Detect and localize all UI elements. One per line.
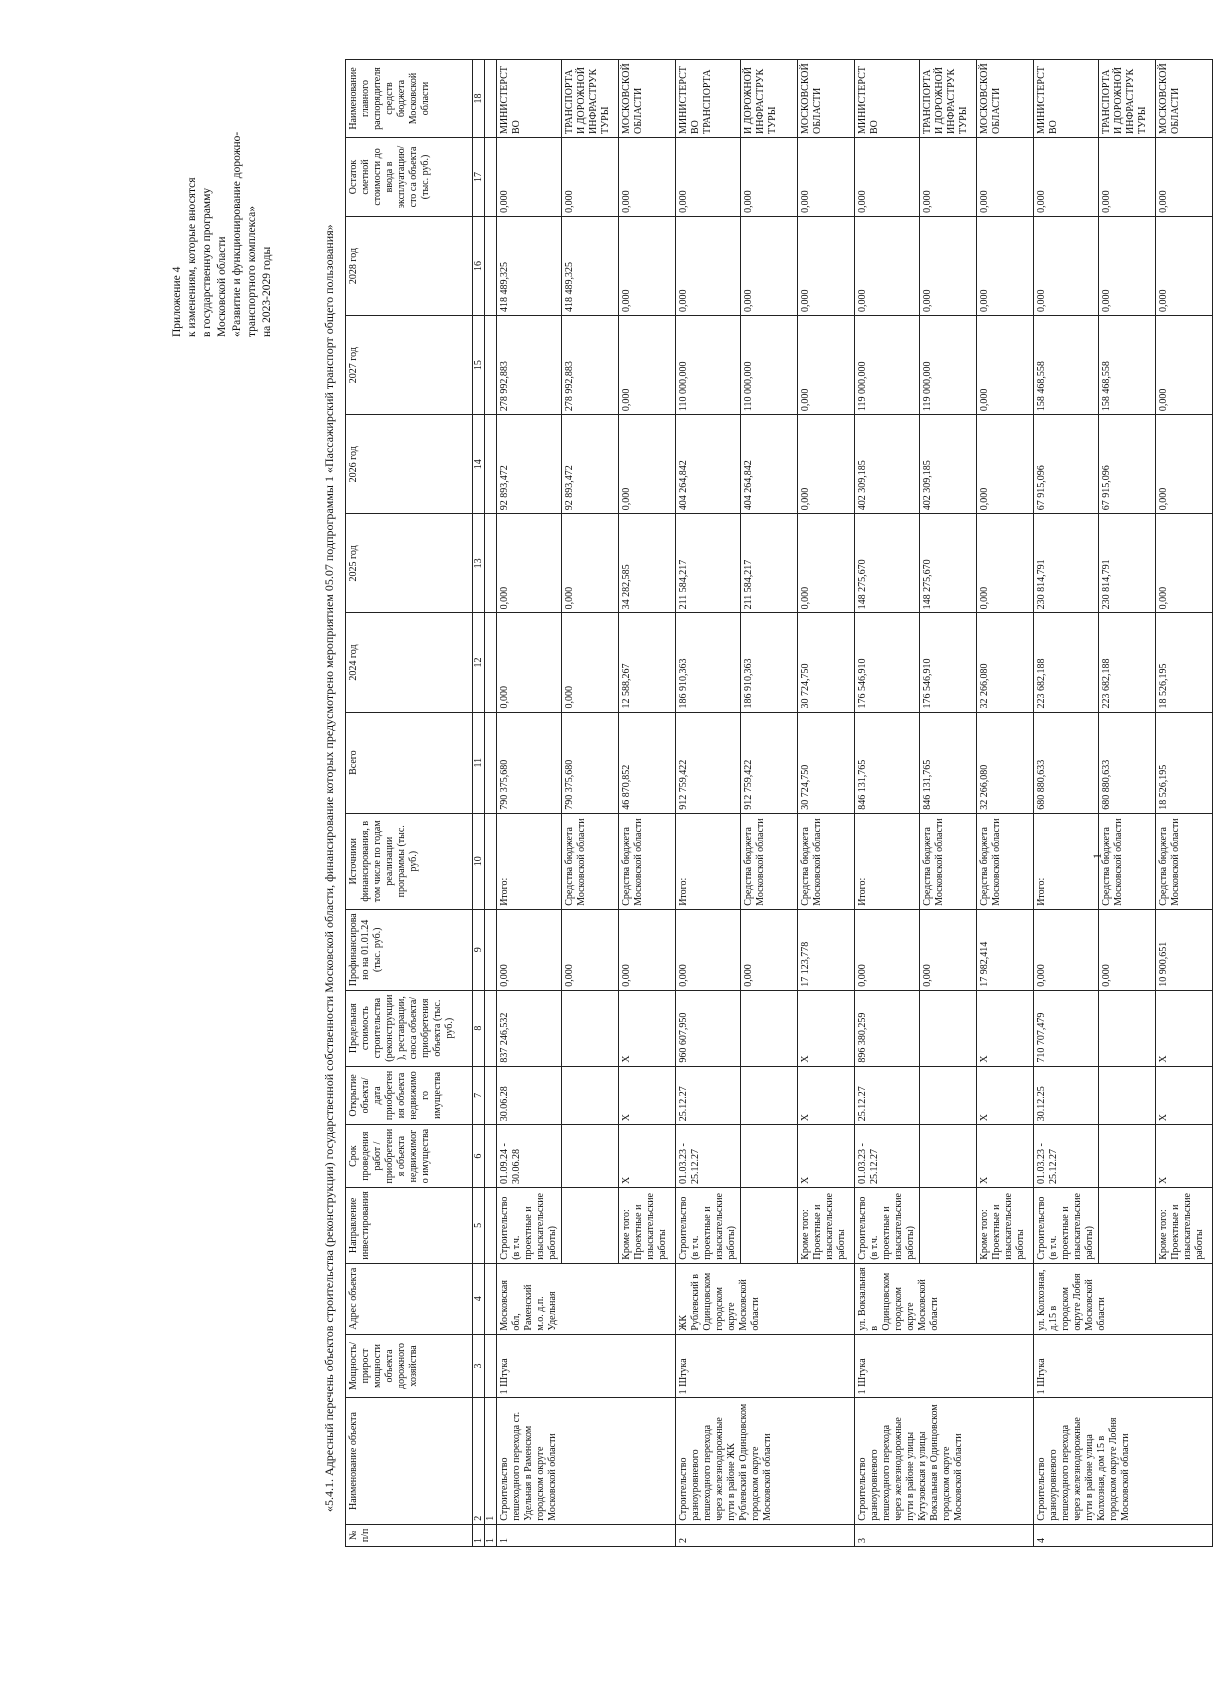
- cell-y2025: 0,000: [562, 514, 619, 613]
- index-cell: [485, 1187, 497, 1263]
- cell-limit: X: [619, 990, 676, 1066]
- cell-y2027: 110 000,000: [741, 316, 798, 415]
- header-cell: 2027 год: [346, 316, 473, 415]
- cell-limit: [920, 990, 977, 1066]
- cell-opening: X: [1156, 1066, 1213, 1125]
- cell-limit: X: [798, 990, 855, 1066]
- cell-y2025: 211 584,217: [741, 514, 798, 613]
- cell-y2024: 0,000: [562, 613, 619, 712]
- cell-limit: [1099, 990, 1156, 1066]
- column-number-cell: 1: [473, 1524, 485, 1546]
- cell-period: X: [977, 1125, 1034, 1188]
- cell-financed: 10 900,651: [1156, 909, 1213, 990]
- cell-manager: МИНИСТЕРСТВО: [1034, 60, 1099, 138]
- cell-y2024: 0,000: [497, 613, 562, 712]
- cell-manager: ТРАНСПОРТА И ДОРОЖНОЙ ИНФРАСТРУКТУРЫ: [920, 60, 977, 138]
- index-cell: [485, 1263, 497, 1334]
- index-cell: [485, 514, 497, 613]
- header-row: [346, 60, 473, 1547]
- cell-opening: 30.12.25: [1034, 1066, 1099, 1125]
- cell-y2024: 176 546,910: [855, 613, 920, 712]
- cell-manager: МОСКОВСКОЙ ОБЛАСТИ: [798, 60, 855, 138]
- cell-financed: 0,000: [497, 909, 562, 990]
- cell-limit: 960 607,950: [676, 990, 741, 1066]
- cell-y2024: 223 682,188: [1034, 613, 1099, 712]
- address-list-table: [345, 59, 1213, 1547]
- index-cell: [485, 138, 497, 217]
- cell-opening: 25.12.27: [676, 1066, 741, 1125]
- cell-y2026: 404 264,842: [676, 415, 741, 514]
- cell-y2028: 0,000: [1034, 216, 1099, 315]
- appendix-line: на 2023-2029 годы: [261, 246, 273, 337]
- column-number-cell: 9: [473, 909, 485, 990]
- appendix-line: к изменениям, которые вносятся: [186, 177, 198, 337]
- cell-direction: [562, 1187, 619, 1263]
- cell-manager: МИНИСТЕРСТВО: [497, 60, 562, 138]
- header-cell: Наименование объекта: [346, 1398, 473, 1524]
- index-cell: [485, 415, 497, 514]
- cell-manager: МОСКОВСКОЙ ОБЛАСТИ: [619, 60, 676, 138]
- header-cell: 2024 год: [346, 613, 473, 712]
- cell-period: X: [619, 1125, 676, 1188]
- appendix-note: [170, 37, 275, 337]
- index-cell: [485, 613, 497, 712]
- cell-source: Итого:: [1034, 813, 1099, 909]
- cell-financed: 0,000: [619, 909, 676, 990]
- index-cell: [485, 1334, 497, 1398]
- column-number-cell: 2: [473, 1398, 485, 1524]
- cell-y2025: 230 814,791: [1034, 514, 1099, 613]
- header-cell: Мощность/ прирост мощности объекта дорожного хозяйства: [346, 1334, 473, 1398]
- cell-y2028: 418 489,325: [497, 216, 562, 315]
- object-n-cell: 3: [855, 1524, 1034, 1546]
- cell-y2025: 0,000: [1156, 514, 1213, 613]
- cell-y2028: 0,000: [619, 216, 676, 315]
- cell-y2028: 0,000: [977, 216, 1034, 315]
- object-n-cell: 2: [676, 1524, 855, 1546]
- object-name-cell: Строительство разноуровневого пешеходного перехода через железнодорожные пути в районе улица Колхозная, дом 15 в городском округе Лобня Московской области: [1034, 1398, 1213, 1524]
- cell-y2027: 0,000: [1156, 316, 1213, 415]
- cell-y2026: 92 893,472: [497, 415, 562, 514]
- cell-y2024: 18 526,195: [1156, 613, 1213, 712]
- cell-y2026: 92 893,472: [562, 415, 619, 514]
- cell-total: 790 375,680: [562, 712, 619, 813]
- cell-financed: 17 123,778: [798, 909, 855, 990]
- cell-limit: X: [1156, 990, 1213, 1066]
- cell-y2025: 0,000: [798, 514, 855, 613]
- cell-financed: 0,000: [1034, 909, 1099, 990]
- cell-total: 912 759,422: [676, 712, 741, 813]
- header-cell: Профинансировано на 01.01.24 (тыс. руб.): [346, 909, 473, 990]
- column-number-cell: 17: [473, 138, 485, 217]
- header-cell: Остаток сметной стоимости до ввода в эксплуатацию/сто са объекта (тыс. руб.): [346, 138, 473, 217]
- cell-period: [562, 1125, 619, 1188]
- cell-total: 846 131,765: [920, 712, 977, 813]
- header-cell: Открытие объекта/дата приобретения объекта недвижимого имущества: [346, 1066, 473, 1125]
- cell-rest: 0,000: [741, 138, 798, 217]
- cell-rest: 0,000: [619, 138, 676, 217]
- cell-source: Средства бюджета Московской области: [798, 813, 855, 909]
- cell-total: 680 880,633: [1099, 712, 1156, 813]
- column-number-cell: 18: [473, 60, 485, 138]
- column-number-cell: 10: [473, 813, 485, 909]
- cell-y2025: 0,000: [977, 514, 1034, 613]
- cell-source: Средства бюджета Московской области: [1156, 813, 1213, 909]
- index-cell: [485, 60, 497, 138]
- cell-financed: 0,000: [1099, 909, 1156, 990]
- cell-total: 790 375,680: [497, 712, 562, 813]
- appendix-line: «Развитие и функционирование дорожно-: [231, 131, 243, 337]
- cell-manager: ТРАНСПОРТА И ДОРОЖНОЙ ИНФРАСТРУКТУРЫ: [562, 60, 619, 138]
- header-cell: 2026 год: [346, 415, 473, 514]
- object-address-cell: ул. Колхозная, д.15 в городском округе Лобня Московской области: [1034, 1263, 1213, 1334]
- column-number-cell: 3: [473, 1334, 485, 1398]
- cell-direction: Кроме того: Проектные и изыскательские работы: [977, 1187, 1034, 1263]
- cell-limit: 837 246,532: [497, 990, 562, 1066]
- cell-period: X: [1156, 1125, 1213, 1188]
- cell-direction: [741, 1187, 798, 1263]
- cell-opening: [562, 1066, 619, 1125]
- cell-manager: МИНИСТЕРСТВО ТРАНСПОРТА: [676, 60, 741, 138]
- cell-y2028: 0,000: [741, 216, 798, 315]
- cell-y2027: 119 000,000: [920, 316, 977, 415]
- cell-source: Итого:: [676, 813, 741, 909]
- cell-y2026: 404 264,842: [741, 415, 798, 514]
- column-number-cell: 15: [473, 316, 485, 415]
- cell-limit: [562, 990, 619, 1066]
- cell-source: Средства бюджета Московской области: [741, 813, 798, 909]
- cell-opening: [920, 1066, 977, 1125]
- cell-y2026: 0,000: [798, 415, 855, 514]
- cell-rest: 0,000: [920, 138, 977, 217]
- object-name-cell: Строительство разноуровневого пешеходного перехода через железнодорожные пути в районе улицы Кутузовская и улицы Вокзальная в Одинцовском городском округе Московской области: [855, 1398, 1034, 1524]
- cell-y2027: 278 992,883: [562, 316, 619, 415]
- cell-y2027: 278 992,883: [497, 316, 562, 415]
- cell-rest: 0,000: [1099, 138, 1156, 217]
- page-number: 1: [1090, 853, 1104, 859]
- cell-y2027: 119 000,000: [855, 316, 920, 415]
- cell-period: 01.03.23 - 25.12.27: [676, 1125, 741, 1188]
- cell-y2024: 223 682,188: [1099, 613, 1156, 712]
- index-cell: [485, 1125, 497, 1188]
- cell-direction: [1099, 1187, 1156, 1263]
- cell-y2027: 0,000: [619, 316, 676, 415]
- cell-y2026: 0,000: [619, 415, 676, 514]
- cell-manager: ТРАНСПОРТА И ДОРОЖНОЙ ИНФРАСТРУКТУРЫ: [1099, 60, 1156, 138]
- cell-y2026: 402 309,185: [920, 415, 977, 514]
- cell-total: 680 880,633: [1034, 712, 1099, 813]
- header-cell: Источники финансирования, в том числе по годам реализации программы (тыс. руб.): [346, 813, 473, 909]
- cell-y2028: 0,000: [676, 216, 741, 315]
- cell-source: Итого:: [497, 813, 562, 909]
- cell-rest: 0,000: [497, 138, 562, 217]
- cell-period: [741, 1125, 798, 1188]
- header-cell: 2028 год: [346, 216, 473, 315]
- cell-source: Средства бюджета Московской области: [977, 813, 1034, 909]
- cell-source: Средства бюджета Московской области: [619, 813, 676, 909]
- appendix-line: Приложение 4: [171, 266, 183, 337]
- cell-financed: 17 982,414: [977, 909, 1034, 990]
- cell-limit: X: [977, 990, 1034, 1066]
- cell-y2028: 0,000: [798, 216, 855, 315]
- appendix-line: Московской области: [216, 236, 228, 337]
- cell-total: 18 526,195: [1156, 712, 1213, 813]
- index-cell: 1: [485, 1524, 497, 1546]
- cell-y2025: 34 282,585: [619, 514, 676, 613]
- cell-y2025: 148 275,670: [920, 514, 977, 613]
- cell-y2026: 0,000: [977, 415, 1034, 514]
- cell-total: 32 266,080: [977, 712, 1034, 813]
- cell-direction: Строительство (в т.ч. проектные и изыскательские работы): [497, 1187, 562, 1263]
- column-number-cell: 4: [473, 1263, 485, 1334]
- cell-period: [1099, 1125, 1156, 1188]
- table-row: [855, 60, 920, 1547]
- cell-source: Средства бюджета Московской области: [1099, 813, 1156, 909]
- column-number-cell: 7: [473, 1066, 485, 1125]
- cell-financed: 0,000: [920, 909, 977, 990]
- appendix-line: в государственную программу: [201, 187, 213, 337]
- cell-opening: 25.12.27: [855, 1066, 920, 1125]
- index-row: [485, 60, 497, 1547]
- cell-source: Средства бюджета Московской области: [562, 813, 619, 909]
- object-capacity-cell: 1 Штука: [1034, 1334, 1213, 1398]
- header-cell: Срок проведения работ / приобретения объекта недвижимого имущества: [346, 1125, 473, 1188]
- cell-rest: 0,000: [676, 138, 741, 217]
- cell-total: 46 870,852: [619, 712, 676, 813]
- cell-manager: И ДОРОЖНОЙ ИНФРАСТРУКТУРЫ: [741, 60, 798, 138]
- cell-y2026: 402 309,185: [855, 415, 920, 514]
- object-name-cell: Строительство пешеходного перехода ст. Удельная в Раменском городском округе Московской области: [497, 1398, 676, 1524]
- cell-direction: Кроме того: Проектные и изыскательские работы: [619, 1187, 676, 1263]
- cell-y2024: 32 266,080: [977, 613, 1034, 712]
- object-name-cell: Строительство разноуровневого пешеходного перехода через железнодорожные пути в районе ЖК Рублевский в Одинцовском городском округе Московской области: [676, 1398, 855, 1524]
- cell-y2028: 0,000: [920, 216, 977, 315]
- column-number-cell: 11: [473, 712, 485, 813]
- cell-period: 01.03.23 - 25.12.27: [855, 1125, 920, 1188]
- table-row: [497, 60, 562, 1547]
- cell-rest: 0,000: [562, 138, 619, 217]
- header-cell: Наименование главного распорядителя средств бюджета Московской области: [346, 60, 473, 138]
- index-cell: [485, 712, 497, 813]
- cell-opening: X: [619, 1066, 676, 1125]
- cell-y2024: 30 724,750: [798, 613, 855, 712]
- header-cell: Адрес объекта: [346, 1263, 473, 1334]
- cell-y2027: 0,000: [798, 316, 855, 415]
- cell-y2025: 230 814,791: [1099, 514, 1156, 613]
- cell-y2028: 418 489,325: [562, 216, 619, 315]
- cell-y2027: 110 000,000: [676, 316, 741, 415]
- cell-rest: 0,000: [977, 138, 1034, 217]
- cell-opening: [1099, 1066, 1156, 1125]
- cell-source: Средства бюджета Московской области: [920, 813, 977, 909]
- cell-opening: X: [798, 1066, 855, 1125]
- cell-financed: 0,000: [855, 909, 920, 990]
- column-number-cell: 14: [473, 415, 485, 514]
- cell-y2024: 186 910,363: [741, 613, 798, 712]
- object-address-cell: ЖК Рублевский в Одинцовском городском округе Московской области: [676, 1263, 855, 1334]
- table-row: [676, 60, 741, 1547]
- cell-y2027: 0,000: [977, 316, 1034, 415]
- column-number-cell: 8: [473, 990, 485, 1066]
- cell-direction: Строительство (в т.ч. проектные и изыскательские работы): [676, 1187, 741, 1263]
- cell-financed: 0,000: [676, 909, 741, 990]
- cell-y2024: 12 588,267: [619, 613, 676, 712]
- header-cell: Предельная стоимость строительства (реконструкции), реставрации, сноса объекта/приобретения объекта (тыс. руб.): [346, 990, 473, 1066]
- cell-y2026: 67 915,096: [1034, 415, 1099, 514]
- column-number-cell: 12: [473, 613, 485, 712]
- column-number-row: [473, 60, 485, 1547]
- header-cell: № п/п: [346, 1524, 473, 1546]
- cell-limit: 896 380,259: [855, 990, 920, 1066]
- cell-direction: Строительство (в т.ч. проектные и изыскательские работы): [1034, 1187, 1099, 1263]
- cell-limit: [741, 990, 798, 1066]
- cell-total: 30 724,750: [798, 712, 855, 813]
- cell-y2027: 158 468,558: [1034, 316, 1099, 415]
- index-cell: [485, 909, 497, 990]
- object-address-cell: Московская обл, Раменский м.о. д.п. Удельная: [497, 1263, 676, 1334]
- cell-period: 01.09.24 - 30.06.28: [497, 1125, 562, 1188]
- cell-period: 01.03.23 - 25.12.27: [1034, 1125, 1099, 1188]
- cell-direction: Кроме того: Проектные и изыскательские работы: [1156, 1187, 1213, 1263]
- cell-y2028: 0,000: [1156, 216, 1213, 315]
- cell-opening: [741, 1066, 798, 1125]
- cell-y2025: 0,000: [497, 514, 562, 613]
- cell-rest: 0,000: [1034, 138, 1099, 217]
- cell-direction: Строительство (в т.ч. проектные и изыскательские работы): [855, 1187, 920, 1263]
- cell-manager: МОСКОВСКОЙ ОБЛАСТИ: [1156, 60, 1213, 138]
- cell-y2027: 158 468,558: [1099, 316, 1156, 415]
- cell-y2024: 186 910,363: [676, 613, 741, 712]
- index-cell: [485, 316, 497, 415]
- cell-period: [920, 1125, 977, 1188]
- cell-financed: 0,000: [741, 909, 798, 990]
- cell-manager: МОСКОВСКОЙ ОБЛАСТИ: [977, 60, 1034, 138]
- column-number-cell: 5: [473, 1187, 485, 1263]
- cell-period: X: [798, 1125, 855, 1188]
- cell-y2028: 0,000: [855, 216, 920, 315]
- cell-y2026: 0,000: [1156, 415, 1213, 514]
- cell-total: 912 759,422: [741, 712, 798, 813]
- section-title: «5.4.1. Адресный перечень объектов строительства (реконструкции) государственной собственности Московской области, финансирование которых предусмотрено мероприятием 05.07 подпрограммы 1 «Пассажирский транспорт общего пользования»: [322, 224, 336, 1512]
- header-cell: Всего: [346, 712, 473, 813]
- cell-y2028: 0,000: [1099, 216, 1156, 315]
- cell-y2025: 211 584,217: [676, 514, 741, 613]
- cell-y2025: 148 275,670: [855, 514, 920, 613]
- cell-y2024: 176 546,910: [920, 613, 977, 712]
- table-row: [1034, 60, 1099, 1547]
- cell-direction: Кроме того: Проектные и изыскательские работы: [798, 1187, 855, 1263]
- object-capacity-cell: 1 Штука: [855, 1334, 1034, 1398]
- header-cell: 2025 год: [346, 514, 473, 613]
- cell-opening: 30.06.28: [497, 1066, 562, 1125]
- object-capacity-cell: 1 Штука: [497, 1334, 676, 1398]
- cell-manager: МИНИСТЕРСТВО: [855, 60, 920, 138]
- cell-rest: 0,000: [798, 138, 855, 217]
- column-number-cell: 16: [473, 216, 485, 315]
- appendix-line: транспортного комплекса»: [246, 206, 258, 337]
- cell-total: 846 131,765: [855, 712, 920, 813]
- index-cell: 1: [485, 1398, 497, 1524]
- cell-direction: [920, 1187, 977, 1263]
- cell-rest: 0,000: [1156, 138, 1213, 217]
- object-n-cell: 1: [497, 1524, 676, 1546]
- cell-financed: 0,000: [562, 909, 619, 990]
- index-cell: [485, 1066, 497, 1125]
- index-cell: [485, 990, 497, 1066]
- object-address-cell: ул. Вокзальная в Одинцовском городском округе Московской области: [855, 1263, 1034, 1334]
- cell-rest: 0,000: [855, 138, 920, 217]
- object-n-cell: 4: [1034, 1524, 1213, 1546]
- cell-limit: 710 707,479: [1034, 990, 1099, 1066]
- object-capacity-cell: 1 Штука: [676, 1334, 855, 1398]
- index-cell: [485, 216, 497, 315]
- column-number-cell: 6: [473, 1125, 485, 1188]
- index-cell: [485, 813, 497, 909]
- cell-y2026: 67 915,096: [1099, 415, 1156, 514]
- cell-source: Итого:: [855, 813, 920, 909]
- column-number-cell: 13: [473, 514, 485, 613]
- cell-opening: X: [977, 1066, 1034, 1125]
- header-cell: Направление инвестирования: [346, 1187, 473, 1263]
